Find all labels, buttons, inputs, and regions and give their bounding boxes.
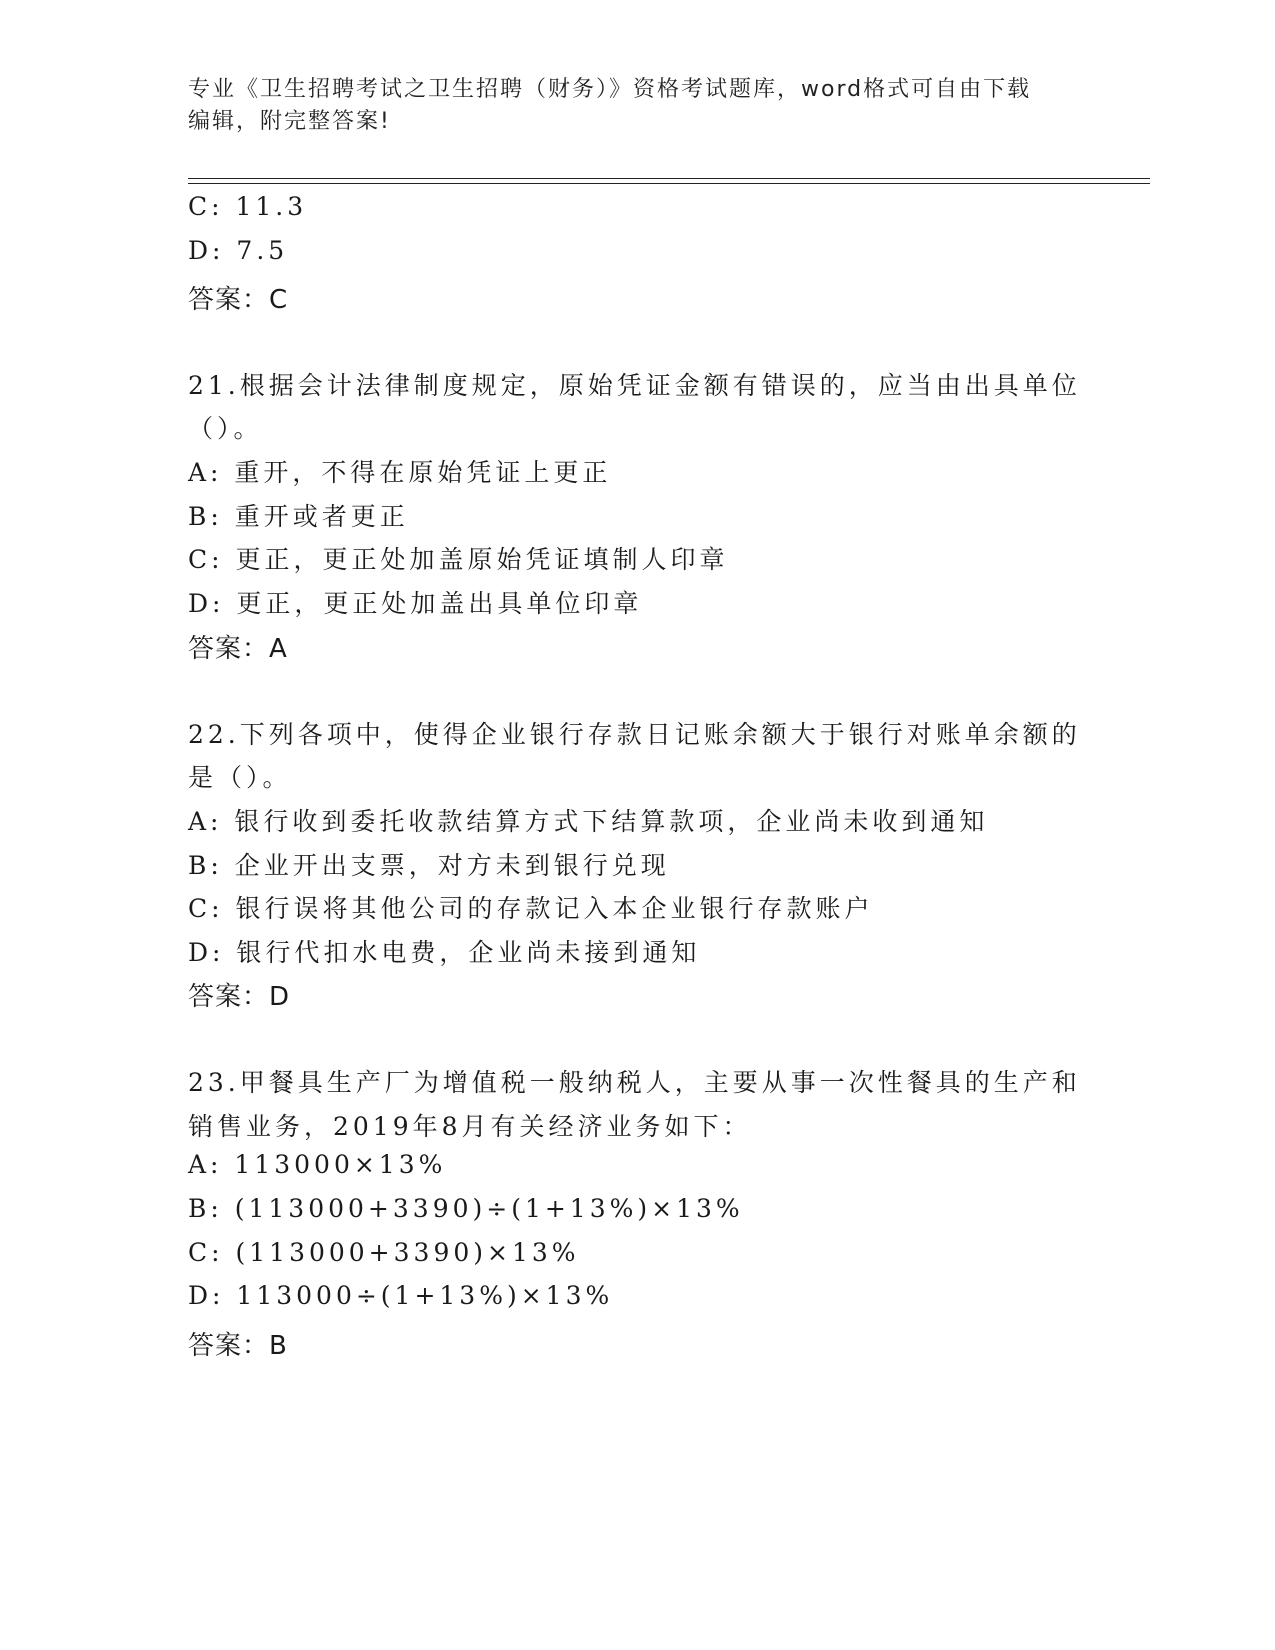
q21-stem-line-2: （）。 xyxy=(188,414,263,443)
header-line-1: 专业《卫生招聘考试之卫生招聘（财务）》资格考试题库，word格式可自由下载 xyxy=(188,77,1032,102)
header-divider-top xyxy=(188,178,1150,179)
q22-answer: 答案：D xyxy=(188,982,291,1012)
q23-option-c: C: (113000+3390)×13% xyxy=(188,1238,580,1267)
prev-answer: 答案：C xyxy=(188,285,289,315)
prev-option-c: C: 11.3 xyxy=(188,192,308,221)
q23-answer: 答案：B xyxy=(188,1331,288,1361)
q22-option-b: B: 企业开出支票，对方未到银行兑现 xyxy=(188,851,670,880)
q23-stem-line-1: 23.甲餐具生产厂为增值税一般纳税人，主要从事一次性餐具的生产和 xyxy=(188,1068,1081,1097)
q23-stem-line-2: 销售业务，2019年8月有关经济业务如下： xyxy=(188,1112,752,1141)
header-line-2: 编辑，附完整答案! xyxy=(188,109,391,134)
q21-option-a: A: 重开，不得在原始凭证上更正 xyxy=(188,458,612,487)
q23-option-d: D: 113000÷(1+13%)×13% xyxy=(188,1281,614,1310)
q22-option-d: D: 银行代扣水电费，企业尚未接到通知 xyxy=(188,938,701,967)
q21-option-c: C: 更正，更正处加盖原始凭证填制人印章 xyxy=(188,545,729,574)
document-header xyxy=(188,74,1068,138)
q22-option-c: C: 银行误将其他公司的存款记入本企业银行存款账户 xyxy=(188,894,874,923)
q21-answer: 答案：A xyxy=(188,634,288,664)
q23-option-a: A: 113000×13% xyxy=(188,1150,447,1179)
header-divider-bottom xyxy=(188,183,1150,184)
q22-option-a: A: 银行收到委托收款结算方式下结算款项，企业尚未收到通知 xyxy=(188,807,989,836)
q23-option-b: B: (113000+3390)÷(1+13%)×13% xyxy=(188,1194,744,1223)
q21-option-d: D: 更正，更正处加盖出具单位印章 xyxy=(188,589,643,618)
q22-stem-line-2: 是（）。 xyxy=(188,763,292,792)
q21-option-b: B: 重开或者更正 xyxy=(188,502,409,531)
q21-stem-line-1: 21.根据会计法律制度规定，原始凭证金额有错误的，应当由出具单位 xyxy=(188,371,1081,400)
prev-option-d: D: 7.5 xyxy=(188,236,289,265)
q22-stem-line-1: 22.下列各项中，使得企业银行存款日记账余额大于银行对账单余额的 xyxy=(188,720,1081,749)
